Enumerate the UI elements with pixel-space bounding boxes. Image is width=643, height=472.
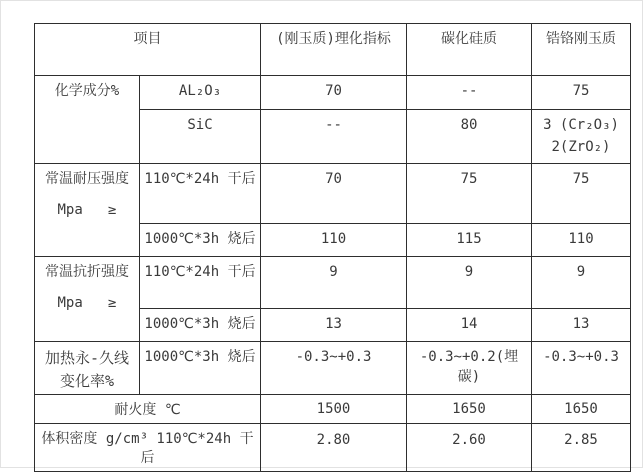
value-cell: -- — [261, 110, 407, 164]
label-line: Mpa ≥ — [57, 201, 117, 218]
col-header-corundum-index: (刚玉质)理化指标 — [261, 24, 407, 76]
value-cell: 110 — [261, 224, 407, 257]
value-cell: 110 — [532, 224, 631, 257]
sub-label-fired-1000c: 1000℃*3h 烧后 — [140, 342, 261, 395]
row-label-flexural-strength — [35, 257, 140, 342]
label-line: 加热永-久线 — [44, 349, 130, 367]
sub-label-fired-1000c: 1000℃*3h 烧后 — [140, 224, 261, 257]
col-header-zirconium-chrome-corundum: 锆铬刚玉质 — [532, 24, 631, 76]
table-row — [35, 423, 631, 471]
value-cell: -0.3~+0.3 — [532, 342, 631, 395]
value-cell: 1650 — [407, 395, 532, 424]
value-line: 2(ZrO₂) — [551, 138, 611, 155]
value-cell: -0.3~+0.2(埋碳) — [407, 342, 532, 395]
col-header-silicon-carbide: 碳化硅质 — [407, 24, 532, 76]
row-label-bulk-density: 体积密度 g/cm³ 110℃*24h 干后 — [35, 423, 261, 471]
header-row — [35, 24, 631, 76]
row-label-compressive-strength — [35, 164, 140, 257]
row-label-linear-change — [35, 342, 140, 395]
table-row — [35, 257, 631, 309]
value-line: 3 (Cr₂O₃) — [543, 117, 619, 133]
value-cell: 14 — [407, 309, 532, 342]
label-line: 变化率% — [59, 372, 115, 390]
value-cell: 13 — [261, 309, 407, 342]
value-cell: 13 — [532, 309, 631, 342]
value-cell: 9 — [407, 257, 532, 309]
value-cell: 2.80 — [261, 423, 407, 471]
value-cell: 1500 — [261, 395, 407, 424]
value-cell: 2.85 — [532, 423, 631, 471]
table-row — [35, 164, 631, 224]
value-cell: 75 — [532, 76, 631, 110]
value-cell: -0.3~+0.3 — [261, 342, 407, 395]
value-cell: 9 — [532, 257, 631, 309]
value-cell: 9 — [261, 257, 407, 309]
value-cell — [532, 110, 631, 164]
label-line: 常温耐压强度 — [45, 171, 129, 187]
sub-label-dried-110c: 110℃*24h 干后 — [140, 257, 261, 309]
row-label-refractoriness: 耐火度 ℃ — [35, 395, 261, 424]
label-line: 常温抗折强度 — [45, 264, 129, 280]
table-row — [35, 342, 631, 395]
value-cell: 75 — [532, 164, 631, 224]
spec-table — [34, 23, 631, 472]
value-cell: 80 — [407, 110, 532, 164]
value-cell: 70 — [261, 164, 407, 224]
label-line: Mpa ≥ — [57, 294, 117, 311]
value-cell: 1650 — [532, 395, 631, 424]
sub-label-al2o3: AL₂O₃ — [140, 76, 261, 110]
row-label-chemical-composition: 化学成分% — [35, 76, 140, 164]
sub-label-fired-1000c: 1000℃*3h 烧后 — [140, 309, 261, 342]
col-header-project: 项目 — [35, 24, 261, 76]
value-cell: -- — [407, 76, 532, 110]
value-cell: 75 — [407, 164, 532, 224]
value-cell: 115 — [407, 224, 532, 257]
sub-label-dried-110c: 110℃*24h 干后 — [140, 164, 261, 224]
value-cell: 2.60 — [407, 423, 532, 471]
table-row — [35, 76, 631, 110]
value-cell: 70 — [261, 76, 407, 110]
table-row — [35, 395, 631, 424]
sub-label-sic: SiC — [140, 110, 261, 164]
